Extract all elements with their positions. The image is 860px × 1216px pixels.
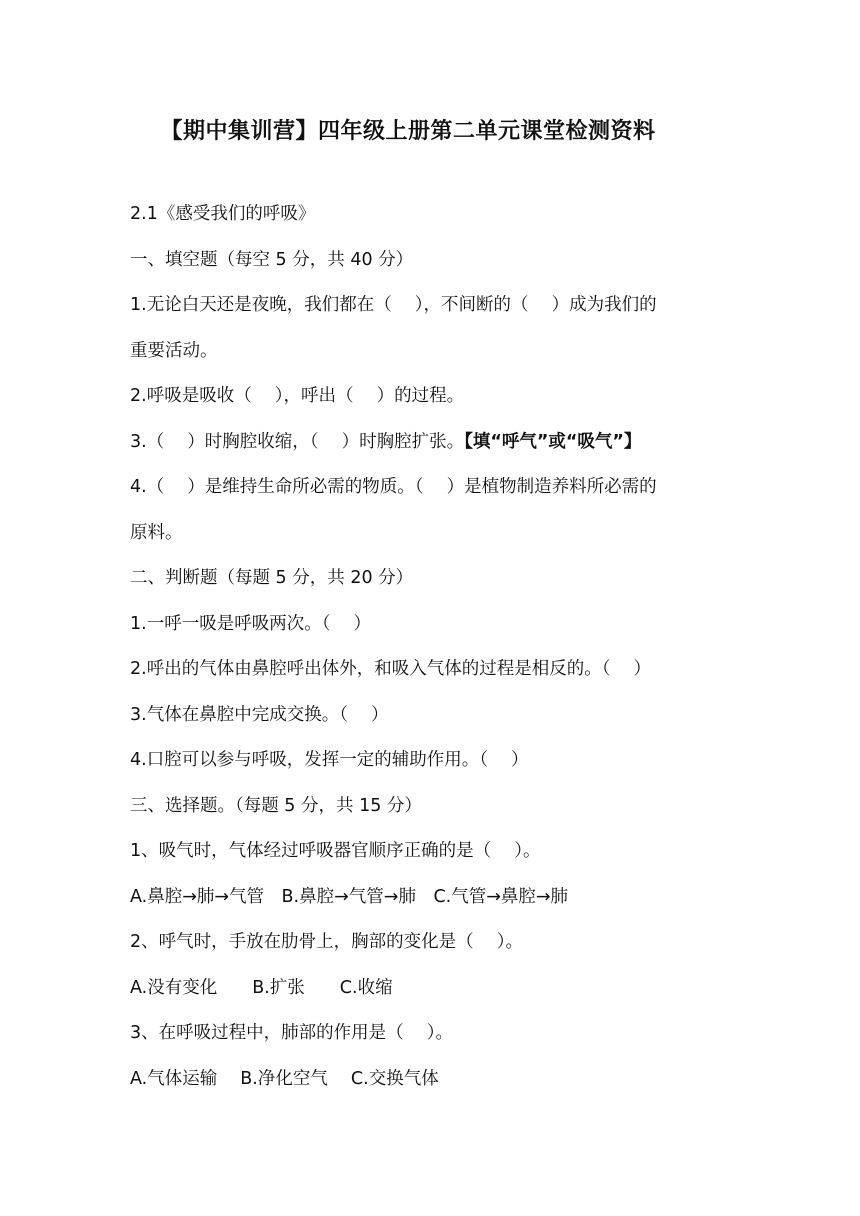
question-text: 2.呼出的气体由鼻腔呼出体外，和吸入气体的过程是相反的。（ ）	[130, 659, 652, 679]
answer-options: A.没有变化 B.扩张 C.收缩	[130, 977, 393, 998]
worksheet-body	[130, 196, 730, 1106]
question-text: 原料。	[130, 522, 183, 543]
question-text: 4.口腔可以参与呼吸，发挥一定的辅助作用。（ ）	[130, 750, 529, 770]
question-text: 4.（ ）是维持生命所必需的物质。（ ）是植物制造养料所必需的	[130, 477, 657, 497]
question-text: 3.（ ）时胸腔收缩，（ ）时胸腔扩张。	[130, 431, 465, 452]
answer-options: A.鼻腔→肺→气管 B.鼻腔→气管→肺 C.气管→鼻腔→肺	[130, 886, 569, 907]
question-text: 1.无论白天还是夜晚，我们都在（ ），不间断的（ ）成为我们的	[130, 295, 657, 315]
question-text: 1、吸气时，气体经过呼吸器官顺序正确的是（ ）。	[130, 841, 541, 861]
question-text: 2.呼吸是吸收（ ），呼出（ ）的过程。	[130, 386, 465, 406]
lesson-title: 2.1《感受我们的呼吸》	[130, 204, 316, 224]
document-title: 【期中集训营】四年级上册第二单元课堂检测资料	[160, 119, 656, 144]
answer-options: A.气体运输 B.净化空气 C.交换气体	[130, 1068, 439, 1089]
question-text: 1.一呼一吸是呼吸两次。（ ）	[130, 613, 372, 634]
section-heading-multiple-choice: 三、选择题。（每题 5 分，共 15 分）	[130, 795, 422, 816]
section-heading-fill-blank: 一、填空题（每空 5 分，共 40 分）	[130, 249, 414, 270]
section-heading-true-false: 二、判断题（每题 5 分，共 20 分）	[130, 568, 414, 588]
question-line	[130, 424, 730, 470]
question-text: 3.气体在鼻腔中完成交换。（ ）	[130, 704, 389, 725]
question-text: 3、在呼吸过程中，肺部的作用是（ ）。	[130, 1023, 453, 1043]
question-text: 重要活动。	[130, 340, 218, 361]
answer-hint: 【填“呼气”或“吸气”】	[464, 431, 642, 452]
question-text: 2、呼气时，手放在肋骨上，胸部的变化是（ ）。	[130, 932, 523, 952]
